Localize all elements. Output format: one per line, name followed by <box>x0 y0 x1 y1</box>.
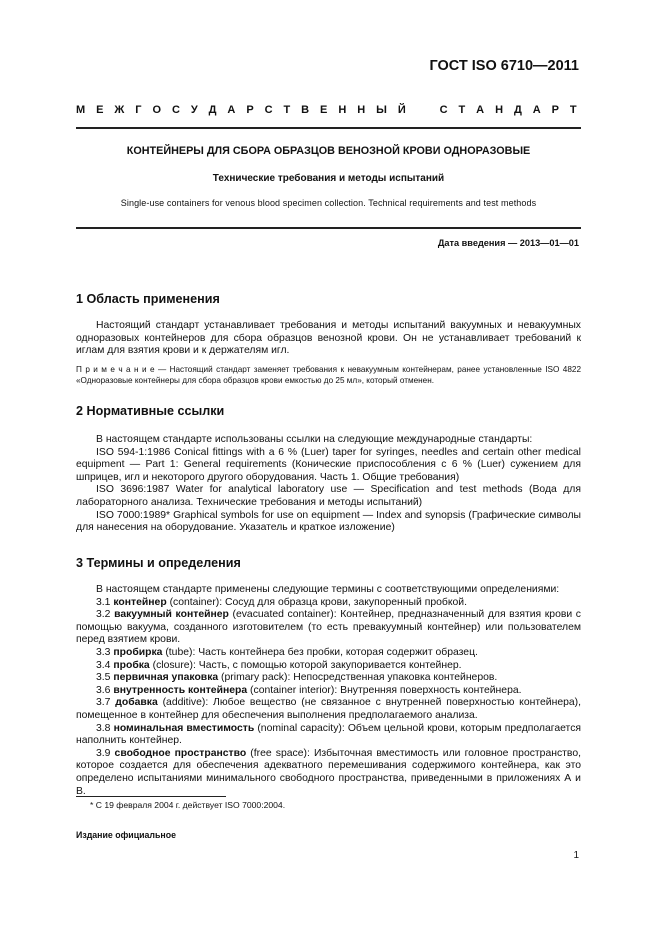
introduction-date: Дата введения — 2013—01—01 <box>437 238 579 248</box>
footnote: * С 19 февраля 2004 г. действует ISO 7000:2004. <box>90 800 286 810</box>
reference-item: ISO 3696:1987 Water for analytical laboratory use — Specification and test methods (Вода для лабораторного анализа. Технические требования и методы испытаний) <box>76 484 581 508</box>
banner-letter: Н <box>495 104 504 116</box>
term-number: 3.1 <box>96 596 111 608</box>
banner-letter: Т <box>458 104 466 116</box>
banner-letter: Н <box>338 104 347 116</box>
term-text: Непосредственная упаковка контейнеров. <box>290 672 498 684</box>
term-english: (nominal capacity): <box>254 722 345 734</box>
term-text: Сосуд для образца крови, закупоренный пробкой. <box>222 596 467 608</box>
footnote-rule <box>76 796 226 797</box>
section-3-intro: В настоящем стандарте применены следующие термины с соответствующими определениями: <box>96 584 560 595</box>
note-text: — Настоящий стандарт заменяет требования к невакуумным контейнерам, ранее установленные ISO 4822 «Одноразовые контейнеры для сбора образцов крови емкостью до 25 мл», который отменен. <box>76 365 581 385</box>
section-1-heading: 1 Область применения <box>76 292 220 306</box>
banner-letter: Т <box>569 104 577 116</box>
term-definition <box>76 609 581 647</box>
banner-letter: Ж <box>114 104 125 116</box>
term-name: пробка <box>113 659 150 671</box>
banner-letter: Е <box>320 104 328 116</box>
page-number: 1 <box>573 850 579 861</box>
edition-label: Издание официальное <box>76 830 176 840</box>
reference-item: ISO 594-1:1986 Conical fittings with a 6 % (Luer) taper for syringes, needles and certain other medical equipment — Part 1: General requirements (Конические приспособления с 6 % (Luer) сужением для шприцев, игл и некоторого другого оборудования. Часть 1. Общие требования) <box>76 446 581 483</box>
banner-letter: М <box>76 104 86 116</box>
banner-letter: А <box>476 104 485 116</box>
banner-letter: Д <box>513 104 522 116</box>
term-definition <box>76 685 581 698</box>
term-text: Любое вещество (не связанное с внутренней поверхностью контейнера), помещенное в контейнер для обеспечения выполнения предполагаемого анализа. <box>76 697 582 721</box>
term-number: 3.8 <box>96 722 111 734</box>
banner-letter: С <box>264 104 273 116</box>
term-number: 3.7 <box>96 697 111 709</box>
interstate-standard-banner <box>76 104 577 116</box>
banner-letter: С <box>171 104 180 116</box>
term-text: Избыточная вместимость или головное пространство, которое создается для обеспечения адекватного перемешивания содержимого контейнера, как это определено испытаниями минимального свободного пространства, приведенными в приложениях А и В. <box>76 747 581 797</box>
term-definition <box>76 647 581 660</box>
banner-letter: Ы <box>376 104 387 116</box>
term-name: контейнер <box>113 596 167 608</box>
term-name: свободное пространство <box>114 747 247 759</box>
section-1-paragraph-text: Настоящий стандарт устанавливает требования и методы испытаний вакуумных и невакуумных одноразовых контейнеров для сбора образцов венозной крови. Он не устанавливает требований к иглам для взятия крови и к держателям игл. <box>76 320 581 357</box>
term-english: (container interior): <box>247 684 338 696</box>
banner-letter: Т <box>283 104 291 116</box>
banner-letter: А <box>532 104 541 116</box>
banner-letter: В <box>301 104 310 116</box>
reference-item: ISO 7000:1989* Graphical symbols for use on equipment — Index and synopsis (Графические символы для нанесения на оборудование. Указатель и краткое изложение) <box>76 509 581 534</box>
term-text: Часть, с помощью которой закупоривается контейнер. <box>195 659 462 671</box>
term-text: Часть контейнера без пробки, которая содержит образец. <box>195 646 478 658</box>
document-subtitle: Технические требования и методы испытаний <box>212 173 445 184</box>
section-3-text <box>76 584 581 798</box>
section-2-intro: В настоящем стандарте использованы ссылки на следующие международные стандарты: <box>96 434 533 445</box>
banner-letter: О <box>152 104 162 116</box>
term-english: (primary pack): <box>218 672 291 684</box>
term-english: (free space): <box>246 747 310 759</box>
term-number: 3.2 <box>96 609 111 621</box>
term-number: 3.4 <box>96 659 111 671</box>
document-title-english: Single-use containers for venous blood specimen collection. Technical requirements and test methods <box>120 198 537 208</box>
term-definition <box>76 597 581 610</box>
banner-letter: Г <box>135 104 142 116</box>
term-name: добавка <box>115 697 158 709</box>
term-text: Внутренняя поверхность контейнера. <box>337 684 522 696</box>
term-english: (additive): <box>157 697 209 709</box>
title-bottom-rule <box>76 227 581 229</box>
term-definition <box>76 697 581 722</box>
term-english: (evacuated container): <box>228 609 337 621</box>
standard-number: ГОСТ ISO 6710—2011 <box>429 58 579 74</box>
term-number: 3.6 <box>96 684 111 696</box>
banner-letter: Р <box>551 104 559 116</box>
term-number: 3.3 <box>96 646 111 658</box>
banner-letter: У <box>190 104 198 116</box>
term-definition <box>76 660 581 673</box>
term-english: (container): <box>166 596 223 608</box>
section-3-heading: 3 Термины и определения <box>76 556 241 570</box>
term-english: (tube): <box>162 646 196 658</box>
top-rule <box>76 127 581 129</box>
section-1-note <box>76 364 581 386</box>
term-number: 3.9 <box>96 747 111 759</box>
term-text: Объем цельной крови, которым предполагается наполнить контейнер. <box>76 722 582 747</box>
section-2-text <box>76 434 581 535</box>
section-1-text <box>76 320 581 358</box>
term-name: номинальная вместимость <box>113 722 255 734</box>
banner-letter: Н <box>357 104 366 116</box>
section-1-paragraph <box>76 320 581 358</box>
banner-letter: С <box>439 104 448 116</box>
term-definition <box>76 723 581 748</box>
term-name: первичная упаковка <box>113 672 219 684</box>
note-label: П р и м е ч а н и е <box>76 365 155 374</box>
banner-letter: Р <box>246 104 254 116</box>
term-name: внутренность контейнера <box>113 684 248 696</box>
banner-letter: Д <box>208 104 217 116</box>
term-name: пробирка <box>113 646 163 658</box>
document-title: КОНТЕЙНЕРЫ ДЛЯ СБОРА ОБРАЗЦОВ ВЕНОЗНОЙ КРОВИ ОДНОРАЗОВЫЕ <box>126 145 531 157</box>
banner-letter: А <box>227 104 236 116</box>
term-definition <box>76 748 581 798</box>
term-name: вакуумный контейнер <box>114 609 229 621</box>
term-text: Контейнер, предназначенный для взятия крови с помощью вакуума, созданного изготовителем (то есть превакуумный контейнер) или пользователем перед взятием крови. <box>76 609 581 646</box>
banner-letter: Й <box>397 104 406 116</box>
term-english: (closure): <box>149 659 196 671</box>
section-2-heading: 2 Нормативные ссылки <box>76 404 225 418</box>
term-definition <box>76 672 581 685</box>
term-number: 3.5 <box>96 672 111 684</box>
banner-letter: Е <box>96 104 104 116</box>
banner-letter <box>417 104 429 116</box>
